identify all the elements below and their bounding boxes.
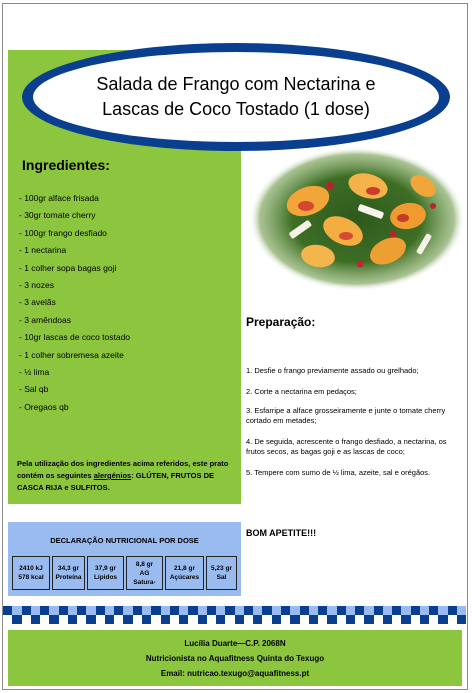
checker-square [364, 615, 373, 624]
ingredients-heading: Ingredientes: [22, 157, 110, 173]
checker-square [40, 615, 49, 624]
preparation-steps [246, 366, 464, 489]
checker-square [309, 615, 318, 624]
ingredient-item: - 1 nectarina [19, 245, 67, 256]
checker-square [374, 615, 383, 624]
checker-row [3, 606, 467, 615]
checker-square [133, 606, 142, 615]
checker-square [392, 606, 401, 615]
checker-square [401, 606, 410, 615]
nutrition-cells [12, 556, 237, 590]
checker-square [22, 615, 31, 624]
checker-square [272, 606, 281, 615]
checker-square [31, 606, 40, 615]
checker-square [262, 606, 271, 615]
checker-square [383, 606, 392, 615]
nutrition-cell-sugars [165, 556, 204, 590]
checker-square [300, 615, 309, 624]
ingredient-item: - Oregaos qb [19, 401, 69, 412]
checker-square [374, 606, 383, 615]
checker-square [114, 615, 123, 624]
checker-square [253, 615, 262, 624]
nutrition-value: 2410 kJ [19, 565, 43, 572]
nutrition-cell-energy [12, 556, 50, 590]
checker-square [49, 615, 58, 624]
nutrition-value: 21,8 gr [174, 565, 195, 572]
nutrition-label: Sal [216, 574, 227, 581]
checker-square [235, 606, 244, 615]
checker-square [216, 606, 225, 615]
checker-square [346, 615, 355, 624]
checker-square [49, 606, 58, 615]
checker-square [105, 606, 114, 615]
nutrition-cell-saturated [126, 556, 163, 590]
checker-square [429, 606, 438, 615]
ingredient-item: - 3 avelãs [19, 297, 56, 308]
checker-square [170, 606, 179, 615]
checker-square [86, 606, 95, 615]
recipe-title: Salada de Frango com Nectarina e Lascas de Coco Tostado (1 dose) [96, 74, 376, 119]
checker-square [3, 606, 12, 615]
checker-square [420, 615, 429, 624]
checker-square [123, 615, 132, 624]
ingredient-item: - 1 colher sobremesa azeite [19, 349, 124, 360]
nutrition-cell-salt [206, 556, 237, 590]
checker-square [22, 606, 31, 615]
checker-square [457, 606, 466, 615]
checker-square [346, 606, 355, 615]
allergen-prefix: Pela utilização dos ingredientes acima referidos, este prato contém os seguintes [17, 459, 229, 480]
checker-square [12, 606, 21, 615]
checker-square [448, 606, 457, 615]
checker-square [355, 615, 364, 624]
checker-square [77, 606, 86, 615]
checker-square [207, 606, 216, 615]
ingredients-list [19, 190, 130, 416]
salad-photo [248, 146, 466, 292]
checker-square [225, 615, 234, 624]
checker-square [105, 615, 114, 624]
checker-square [420, 606, 429, 615]
checker-square [142, 615, 151, 624]
checker-square [207, 615, 216, 624]
preparation-heading: Preparação: [246, 315, 316, 329]
nutrition-value: 8,8 gr [135, 560, 154, 568]
nutrition-value: 34,3 gr [58, 565, 79, 572]
checker-square [411, 606, 420, 615]
checker-square [68, 606, 77, 615]
footer-role: Nutricionista no Aquafitness Quinta do Texugo [145, 653, 325, 663]
preparation-step: 2. Corte a nectarina em pedaços; [246, 387, 357, 396]
footer [8, 630, 462, 686]
checker-square [198, 606, 207, 615]
checker-square [198, 615, 207, 624]
footer-email: Email: nutricao.texugo@aquafitness.pt [160, 668, 310, 678]
preparation-step: 3. Esfarripe a alface grosseiramente e junte o tomate cherry cortado em metades; [246, 406, 446, 425]
nutrition-value: 5,23 gr [211, 565, 232, 572]
ingredient-item: - 3 amêndoas [19, 314, 71, 325]
checker-square [383, 615, 392, 624]
checker-square [188, 606, 197, 615]
checker-square [151, 615, 160, 624]
nutrition-heading: DECLARAÇÃO NUTRICIONAL POR DOSE [50, 536, 199, 545]
checker-square [59, 615, 68, 624]
nutrition-label: Lípidos [93, 574, 118, 581]
checker-square [364, 606, 373, 615]
checker-square [142, 606, 151, 615]
checker-square [170, 615, 179, 624]
checker-square [179, 615, 188, 624]
checker-square [438, 615, 447, 624]
checker-square [188, 615, 197, 624]
checker-square [355, 606, 364, 615]
checker-border [3, 606, 467, 624]
checker-square [327, 615, 336, 624]
checker-square [281, 615, 290, 624]
checker-square [133, 615, 142, 624]
allergen-keyword: alergénios [93, 471, 132, 480]
checker-square [337, 606, 346, 615]
checker-square [12, 615, 21, 624]
checker-square [216, 615, 225, 624]
checker-square [392, 615, 401, 624]
checker-square [114, 606, 123, 615]
checker-square [457, 615, 466, 624]
ingredient-item: - 1 colher sopa bagas goji [19, 262, 117, 273]
ingredient-item: - ½ lima [19, 366, 50, 377]
checker-row [3, 615, 467, 624]
preparation-step: 5. Tempere com sumo de ½ lima, azeite, sal e orégãos. [246, 468, 431, 477]
checker-square [59, 606, 68, 615]
allergen-note [17, 458, 235, 494]
checker-square [96, 606, 105, 615]
checker-square [235, 615, 244, 624]
checker-square [68, 615, 77, 624]
checker-square [179, 606, 188, 615]
checker-square [31, 615, 40, 624]
checker-square [3, 615, 12, 624]
closing-greeting: BOM APETITE!!! [246, 528, 317, 538]
nutrition-label: 578 kcal [18, 574, 44, 581]
checker-square [123, 606, 132, 615]
checker-square [318, 615, 327, 624]
checker-square [86, 615, 95, 624]
checker-square [290, 606, 299, 615]
checker-square [96, 615, 105, 624]
checker-square [318, 606, 327, 615]
checker-square [244, 606, 253, 615]
title-banner [33, 52, 439, 142]
nutrition-label: Açúcares [169, 574, 200, 581]
ingredient-item: - 10gr lascas de coco tostado [19, 332, 131, 343]
ingredient-item: - 100gr alface frisada [19, 193, 99, 203]
checker-square [262, 615, 271, 624]
ingredient-item: - Sal qb [19, 384, 49, 395]
nutrition-label: AG Satura- [133, 569, 156, 586]
checker-square [151, 606, 160, 615]
nutrition-cell-protein [52, 556, 85, 590]
checker-square [244, 615, 253, 624]
checker-square [161, 606, 170, 615]
nutrition-value: 37,9 gr [95, 565, 116, 572]
preparation-step: 1. Desfie o frango previamente assado ou grelhado; [246, 366, 419, 375]
checker-square [327, 606, 336, 615]
nutrition-declaration [8, 522, 241, 596]
checker-square [401, 615, 410, 624]
nutrition-cell-lipids [87, 556, 124, 590]
checker-square [337, 615, 346, 624]
checker-square [281, 606, 290, 615]
checker-square [161, 615, 170, 624]
ingredient-item: - 3 nozes [19, 279, 54, 290]
checker-square [290, 615, 299, 624]
checker-square [272, 615, 281, 624]
checker-square [225, 606, 234, 615]
nutrition-label: Proteína [55, 574, 82, 581]
ingredient-item: - 30gr tomate cherry [19, 210, 96, 221]
allergen-suffix: : GLÚTEN, FRUTOS DE CASCA RIJA e SULFITOS. [17, 471, 214, 492]
checker-square [40, 606, 49, 615]
preparation-step: 4. De seguida, acrescente o frango desfiado, a nectarina, os frutos secos, as bagas goji e as lascas de coco; [246, 437, 447, 456]
checker-square [77, 615, 86, 624]
checker-square [253, 606, 262, 615]
checker-square [448, 615, 457, 624]
checker-square [300, 606, 309, 615]
footer-author: Lucília Duarte—C.P. 2068N [184, 638, 286, 648]
checker-square [309, 606, 318, 615]
checker-square [411, 615, 420, 624]
checker-square [438, 606, 447, 615]
checker-square [429, 615, 438, 624]
ingredient-item: - 100gr frango desfiado [19, 227, 107, 238]
